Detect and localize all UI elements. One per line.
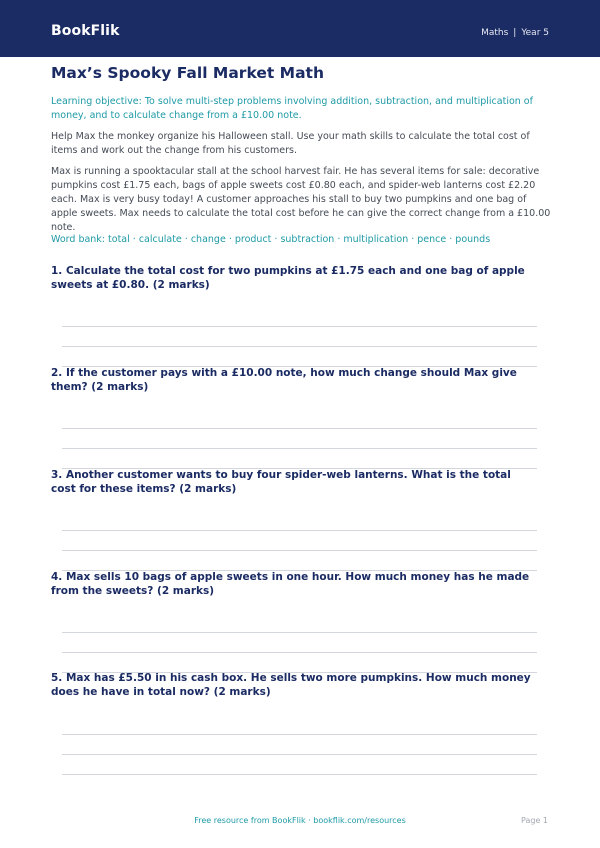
intro-paragraph: Help Max the monkey organize his Halloween stall. Use your math skills to calculate the total cost of items and work out the change from his customers.: [51, 131, 530, 156]
word-bank: Word bank: total · calculate · change · product · subtraction · multiplication · pence · pounds: [51, 234, 491, 245]
answer-line[interactable]: [62, 632, 537, 633]
answer-line[interactable]: [62, 550, 537, 551]
header-bar: [0, 0, 600, 57]
answer-line[interactable]: [62, 652, 537, 653]
answer-line[interactable]: [62, 530, 537, 531]
question-2: 2. If the customer pays with a £10.00 note, how much change should Max give them? (2 marks): [51, 367, 517, 393]
subject-label: Maths: [481, 28, 509, 38]
header-meta: [481, 28, 549, 38]
meta-separator: |: [513, 28, 517, 38]
year-label: Year 5: [521, 28, 549, 38]
question-3: 3. Another customer wants to buy four spider-web lanterns. What is the total cost for these items? (2 marks): [51, 469, 511, 495]
answer-line[interactable]: [62, 428, 537, 429]
page-number: Page 1: [521, 816, 548, 825]
answer-line[interactable]: [62, 734, 537, 735]
question-4: 4. Max sells 10 bags of apple sweets in one hour. How much money has he made from the sweets? (2 marks): [51, 571, 530, 597]
answer-line[interactable]: [62, 774, 537, 775]
worksheet-title: Max’s Spooky Fall Market Math: [51, 64, 324, 82]
answer-line[interactable]: [62, 326, 537, 327]
footer-credit[interactable]: Free resource from BookFlik · bookflik.com/resources: [194, 816, 406, 825]
answer-line[interactable]: [62, 754, 537, 755]
answer-line[interactable]: [62, 346, 537, 347]
learning-objective: Learning objective: To solve multi-step problems involving addition, subtraction, and multiplication of money, and to calculate change from a £10.00 note.: [51, 96, 533, 121]
question-1: 1. Calculate the total cost for two pumpkins at £1.75 each and one bag of apple sweets at £0.80. (2 marks): [51, 265, 525, 291]
answer-line[interactable]: [62, 448, 537, 449]
question-5: 5. Max has £5.50 in his cash box. He sells two more pumpkins. How much money does he have in total now? (2 marks): [51, 672, 531, 698]
brand-logo-text[interactable]: BookFlik: [51, 23, 120, 39]
story-paragraph: Max is running a spooktacular stall at the school harvest fair. He has several items for sale: decorative pumpkins cost £1.75 each, bags of apple sweets cost £0.80 each, and spider-web lanterns cost £2.20 each. Max is very busy today! A customer approaches his stall to buy two pumpkins and one bag of apple sweets. Max needs to calculate the total cost before he can give the correct change from a £10.00 note.: [51, 166, 551, 233]
